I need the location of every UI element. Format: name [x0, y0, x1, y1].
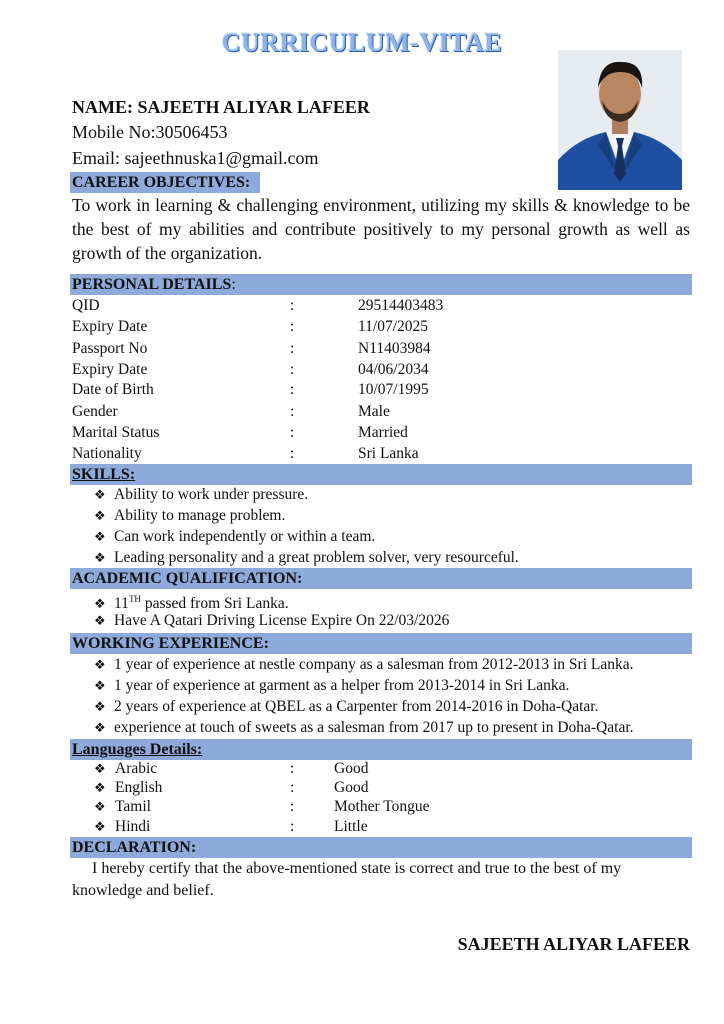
personal-value: 10/07/1995 [358, 381, 429, 398]
language-separator: : [290, 760, 295, 777]
language-name: Arabic [115, 760, 158, 777]
skill-item [94, 547, 519, 568]
career-objective-text: To work in learning & challenging environment, utilizing my skills & knowledge to be the best of my abilities and contribute positively to my personal growth as well as growth of the organization. [72, 195, 690, 263]
language-row [94, 759, 594, 779]
career-objectives-heading [70, 172, 260, 193]
personal-row-marital-status [72, 422, 672, 443]
skill-text: Ability to work under pressure. [114, 486, 309, 503]
language-row [94, 778, 594, 798]
language-name: Hindi [115, 818, 151, 835]
academic-grade: 11 [114, 595, 129, 613]
declaration-heading-text: DECLARATION: [72, 839, 197, 856]
personal-separator: : [290, 445, 295, 462]
personal-row-qid-expiry [72, 316, 672, 337]
diamond-bullet-icon: ❖ [94, 613, 106, 628]
work-text: 1 year of experience at garment as a helper from 2013-2014 in Sri Lanka. [114, 677, 570, 694]
diamond-bullet-icon: ❖ [94, 720, 106, 735]
language-level: Little [334, 818, 368, 835]
personal-value: Sri Lanka [358, 445, 419, 462]
working-experience-heading-text: WORKING EXPERIENCE: [72, 635, 269, 652]
career-objectives-heading-text: CAREER OBJECTIVES: [72, 174, 251, 191]
personal-value: N11403984 [358, 340, 431, 357]
language-level: Good [334, 779, 369, 796]
languages-heading-text: Languages Details: [72, 741, 203, 758]
personal-separator: : [290, 297, 295, 314]
diamond-bullet-icon: ❖ [94, 761, 106, 776]
skills-heading-text: SKILLS: [72, 466, 136, 483]
skill-item [94, 526, 375, 547]
personal-row-qid [72, 295, 672, 316]
email-address: Email: sajeethnuska1@gmail.com [72, 148, 319, 168]
language-row [94, 797, 594, 817]
personal-details-heading-colon: : [231, 276, 236, 293]
profile-photo [558, 50, 682, 190]
academic-text: Have A Qatari Driving License Expire On 22/03/2026 [114, 612, 450, 629]
diamond-bullet-icon: ❖ [94, 699, 106, 714]
diamond-bullet-icon: ❖ [94, 487, 106, 502]
personal-row-gender [72, 401, 672, 422]
personal-value: Male [358, 403, 390, 420]
language-separator: : [290, 779, 295, 796]
diamond-bullet-icon: ❖ [94, 508, 106, 523]
personal-separator: : [290, 340, 295, 357]
academic-text: passed from Sri Lanka. [140, 595, 289, 613]
work-text: 2 years of experience at QBEL as a Carpenter from 2014-2016 in Doha-Qatar. [114, 698, 599, 715]
language-separator: : [290, 818, 295, 835]
personal-separator: : [290, 381, 295, 398]
personal-label: Gender [72, 403, 118, 420]
language-row [94, 817, 594, 837]
personal-label: Nationality [72, 445, 142, 462]
personal-separator: : [290, 403, 295, 420]
mobile-number: Mobile No:30506453 [72, 122, 228, 142]
personal-label: Expiry Date [72, 318, 148, 335]
personal-details-heading-text: PERSONAL DETAILS [72, 276, 232, 293]
diamond-bullet-icon: ❖ [94, 529, 106, 544]
personal-separator: : [290, 361, 295, 378]
diamond-bullet-icon: ❖ [94, 657, 106, 672]
candidate-name: NAME: SAJEETH ALIYAR LAFEER [72, 97, 370, 117]
skills-heading [70, 464, 692, 485]
declaration-text: I hereby certify that the above-mentioned state is correct and true to the best of my knowledge and belief. [72, 860, 622, 899]
personal-details-heading [70, 274, 692, 295]
working-experience-heading [70, 633, 692, 654]
academic-grade-suffix: TH [128, 594, 141, 604]
work-item [94, 696, 598, 717]
language-level: Mother Tongue [334, 798, 430, 815]
diamond-bullet-icon: ❖ [94, 596, 106, 612]
academic-heading-text: ACADEMIC QUALIFICATION: [72, 570, 303, 587]
language-name: English [115, 779, 163, 796]
personal-label: Date of Birth [72, 381, 154, 398]
language-name: Tamil [115, 798, 151, 815]
academic-item [94, 589, 289, 613]
signature-name: SAJEETH ALIYAR LAFEER [457, 934, 690, 954]
personal-value: 04/06/2034 [358, 361, 429, 378]
diamond-bullet-icon: ❖ [94, 780, 106, 795]
personal-separator: : [290, 318, 295, 335]
personal-value: Married [358, 424, 408, 441]
diamond-bullet-icon: ❖ [94, 550, 106, 565]
skill-text: Leading personality and a great problem solver, very resourceful. [114, 549, 519, 566]
work-item [94, 717, 634, 738]
language-separator: : [290, 798, 295, 815]
personal-row-passport-expiry [72, 359, 672, 380]
declaration-paragraph [72, 858, 692, 902]
personal-label: Marital Status [72, 424, 160, 441]
academic-qualification-heading [70, 568, 692, 589]
diamond-bullet-icon: ❖ [94, 819, 106, 834]
personal-row-nationality [72, 443, 672, 464]
skill-item [94, 484, 308, 505]
personal-value: 11/07/2025 [358, 318, 429, 335]
work-text: experience at touch of sweets as a salesman from 2017 up to present in Doha-Qatar. [114, 719, 634, 736]
skill-item [94, 505, 285, 526]
diamond-bullet-icon: ❖ [94, 799, 106, 814]
diamond-bullet-icon: ❖ [94, 678, 106, 693]
languages-heading [70, 739, 692, 760]
skill-text: Can work independently or within a team. [114, 528, 376, 545]
work-item [94, 654, 634, 675]
cv-title: CURRICULUM-VITAE [221, 28, 503, 57]
personal-label: QID [72, 297, 100, 314]
personal-row-dob [72, 379, 672, 400]
work-item [94, 675, 569, 696]
personal-row-passport [72, 338, 672, 359]
profile-photo-illustration [558, 50, 682, 190]
personal-separator: : [290, 424, 295, 441]
personal-label: Expiry Date [72, 361, 148, 378]
academic-item [94, 610, 449, 631]
skill-text: Ability to manage problem. [114, 507, 286, 524]
work-text: 1 year of experience at nestle company as a salesman from 2012-2013 in Sri Lanka. [114, 656, 634, 673]
declaration-heading [70, 837, 692, 858]
personal-label: Passport No [72, 340, 148, 357]
personal-value: 29514403483 [358, 297, 444, 314]
language-level: Good [334, 760, 369, 777]
